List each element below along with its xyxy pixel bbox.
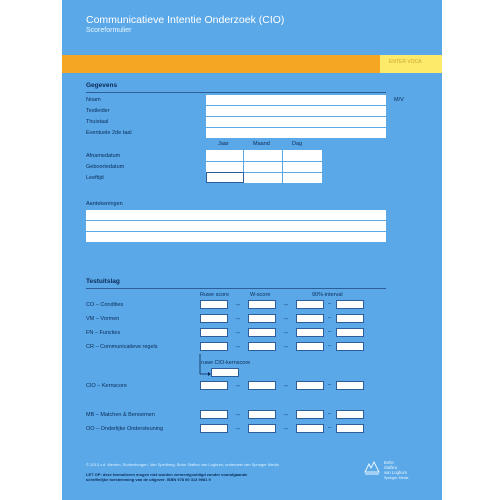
score-row-label: VM – Vormen xyxy=(86,316,120,322)
sum-bracket-icon xyxy=(196,352,232,382)
notes-line xyxy=(86,220,386,221)
interval-dash: – xyxy=(328,315,332,321)
header-yellow-label: ENTER VOCA xyxy=(389,59,422,65)
ruwe-score-field[interactable] xyxy=(200,328,228,337)
publisher-name: Bohn xyxy=(384,460,394,465)
arrow-icon: → xyxy=(234,315,241,322)
tweede-taal-field[interactable] xyxy=(206,128,386,138)
ruwe-score-field[interactable] xyxy=(200,314,228,323)
arrow-icon: → xyxy=(282,411,289,418)
interval-dash: – xyxy=(328,329,332,335)
score-row-label: FN – Functies xyxy=(86,330,121,336)
cio-kernscore-label: CIO – Kernscore xyxy=(86,383,127,389)
arrow-icon: → xyxy=(234,411,241,418)
interval-low-field[interactable] xyxy=(296,300,324,309)
eventuele-label: Eventuele 2de taal xyxy=(86,130,132,136)
copyright-text: © 2013 v.d. Meulen, Stoltenborgen, Van Spellberg, Bohn Stafleu van Loghum, onderdeel van Springer Media xyxy=(86,462,279,467)
arrow-icon: → xyxy=(234,329,241,336)
col-dag: Dag xyxy=(292,141,303,147)
col-maand: Maand xyxy=(253,141,270,147)
ruwe-score-field[interactable] xyxy=(200,342,228,351)
leeftijd-jaar-field[interactable] xyxy=(206,172,244,183)
mb-label: MB – Matchen & Benoemen xyxy=(86,412,155,418)
interval-dash: – xyxy=(328,425,332,431)
leeftijd-label: Leeftijd xyxy=(86,175,104,181)
arrow-icon: → xyxy=(234,343,241,350)
ruwe-score-field[interactable] xyxy=(200,300,228,309)
publisher-group: Springer Media xyxy=(384,476,409,480)
notes-line xyxy=(86,231,386,232)
gegevens-heading: Gegevens xyxy=(86,82,118,89)
interval-dash: – xyxy=(328,301,332,307)
aantekeningen-field[interactable] xyxy=(86,210,386,242)
publisher-logo-icon xyxy=(363,458,381,476)
ruwe-cio-kernscore-field[interactable] xyxy=(211,368,239,377)
interval-low-field[interactable] xyxy=(296,410,324,419)
interval-high-field[interactable] xyxy=(336,300,364,309)
warning-text: schriftelijke toestemming van de uitgever. ISBN 978 90 313 9981 9 xyxy=(86,477,211,482)
arrow-icon: → xyxy=(234,301,241,308)
interval-low-field[interactable] xyxy=(296,381,324,390)
col-ruwe-score: Ruwe score xyxy=(200,292,230,298)
interval-low-field[interactable] xyxy=(296,342,324,351)
interval-high-field[interactable] xyxy=(336,381,364,390)
interval-dash: – xyxy=(328,382,332,388)
arrow-icon: → xyxy=(282,425,289,432)
w-score-field[interactable] xyxy=(248,342,276,351)
publisher-name: Stafleu xyxy=(384,465,398,470)
w-score-field[interactable] xyxy=(248,424,276,433)
thuistaal-field[interactable] xyxy=(206,117,386,127)
interval-dash: – xyxy=(328,411,332,417)
interval-high-field[interactable] xyxy=(336,342,364,351)
w-score-field[interactable] xyxy=(248,300,276,309)
geboortedatum-label: Geboortedatum xyxy=(86,164,125,170)
publisher-name: van Loghum xyxy=(384,470,408,475)
arrow-icon: → xyxy=(234,382,241,389)
arrow-icon: → xyxy=(282,343,289,350)
naam-field[interactable] xyxy=(206,95,386,105)
w-score-field[interactable] xyxy=(248,314,276,323)
header-stripe xyxy=(62,55,380,73)
interval-low-field[interactable] xyxy=(296,314,324,323)
form-title: Communicatieve Intentie Onderzoek (CIO) xyxy=(86,14,285,26)
interval-dash: – xyxy=(328,343,332,349)
testuitslag-heading: Testuitslag xyxy=(86,278,120,285)
col-interval: 90%-interval xyxy=(312,292,343,298)
ruwe-score-field[interactable] xyxy=(200,424,228,433)
date-grid-divider xyxy=(282,150,283,183)
w-score-field[interactable] xyxy=(248,410,276,419)
oo-label: OO – Onderlijke Ondersteuning xyxy=(86,426,164,432)
ruwe-cio-kernscore-label: ruwe CIO-kernscore xyxy=(201,360,251,366)
col-w-score: W-score xyxy=(250,292,271,298)
arrow-icon: → xyxy=(282,382,289,389)
warning-text: LET OP: deze formulieren mogen niet worden vermenigvuldigd zonder voorafgaande xyxy=(86,472,248,477)
arrow-icon: → xyxy=(282,301,289,308)
gegevens-divider xyxy=(86,92,386,93)
thuistaal-label: Thuistaal xyxy=(86,119,109,125)
testleider-field[interactable] xyxy=(206,106,386,116)
arrow-icon: → xyxy=(282,329,289,336)
w-score-field[interactable] xyxy=(248,328,276,337)
w-score-field[interactable] xyxy=(248,381,276,390)
ruwe-score-field[interactable] xyxy=(200,410,228,419)
interval-low-field[interactable] xyxy=(296,424,324,433)
form-subtitle: Scoreformulier xyxy=(86,27,132,34)
interval-low-field[interactable] xyxy=(296,328,324,337)
col-jaar: Jaar xyxy=(218,141,229,147)
testleider-label: Testleider xyxy=(86,108,110,114)
aantekeningen-label: Aantekeningen xyxy=(86,201,123,207)
naam-label: Noam xyxy=(86,97,101,103)
interval-high-field[interactable] xyxy=(336,314,364,323)
interval-high-field[interactable] xyxy=(336,424,364,433)
testuitslag-divider xyxy=(86,288,386,289)
date-grid-divider xyxy=(206,161,322,162)
arrow-icon: → xyxy=(282,315,289,322)
interval-high-field[interactable] xyxy=(336,410,364,419)
interval-high-field[interactable] xyxy=(336,328,364,337)
score-row-label: CO – Condities xyxy=(86,302,124,308)
afnamedatum-label: Afnamedatum xyxy=(86,153,121,159)
arrow-icon: → xyxy=(234,425,241,432)
ruwe-score-field[interactable] xyxy=(200,381,228,390)
score-row-label: CR – Communicatieve regels xyxy=(86,344,158,350)
gender-label: M/V xyxy=(394,97,404,103)
